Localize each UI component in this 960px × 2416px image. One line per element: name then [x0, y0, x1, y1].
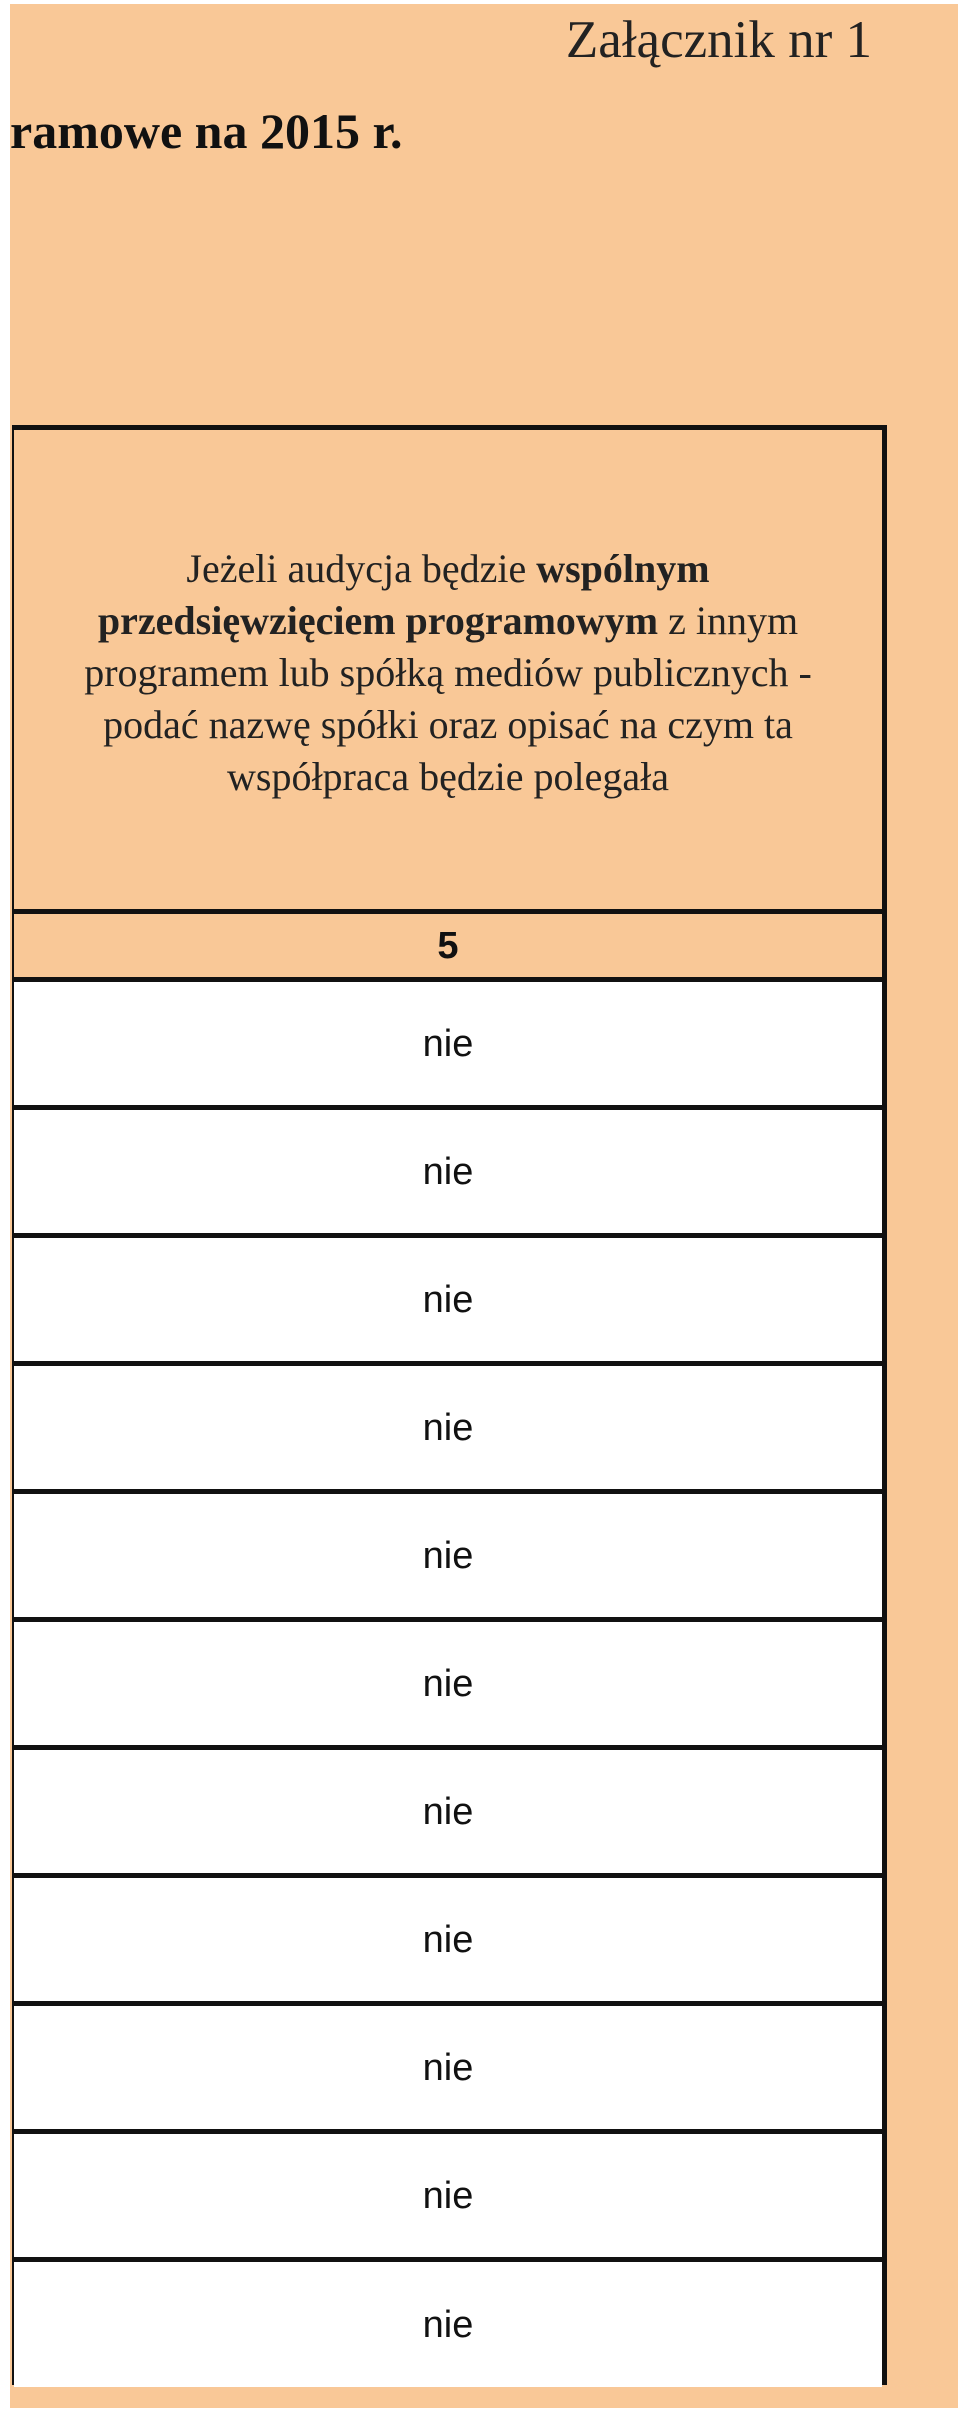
- column-header-text: [38, 543, 858, 803]
- table-row: [14, 1617, 882, 1745]
- table-row: [14, 977, 882, 1105]
- table-row: [14, 1233, 882, 1361]
- column-number-row: [14, 909, 882, 977]
- table-cell-value: nie: [422, 1278, 474, 1321]
- table-cell-value: nie: [422, 2046, 474, 2089]
- table-row: [14, 2129, 882, 2257]
- table-cell-value: nie: [422, 1790, 474, 1833]
- column-number: 5: [437, 924, 459, 967]
- annex-title: Załącznik nr 1: [565, 11, 872, 69]
- table-cell-value: nie: [422, 2174, 474, 2217]
- column-header-text-part3: z innym programem lub spółką mediów publicznych - podać nazwę spółki oraz opisać na czym ta współpraca będzie polegała: [84, 597, 812, 799]
- table-cell-value: nie: [422, 1150, 474, 1193]
- table-cell-value: nie: [422, 1918, 474, 1961]
- table-body: [14, 977, 882, 2387]
- column-header-text-bold: wspólnym przedsięwzięciem programowym: [97, 545, 710, 643]
- table-row: [14, 2001, 882, 2129]
- table-cell-value: nie: [422, 1662, 474, 1705]
- table-row: [14, 2257, 882, 2387]
- table-row: [14, 1745, 882, 1873]
- document-subtitle: ramowe na 2015 r.: [10, 103, 403, 159]
- table-cell-value: nie: [422, 1406, 474, 1449]
- table-row: [14, 1873, 882, 2001]
- table-cell-value: nie: [422, 2303, 474, 2346]
- table-cell-value: nie: [422, 1022, 474, 1065]
- table-cell-value: nie: [422, 1534, 474, 1577]
- table-row: [14, 1361, 882, 1489]
- table-row: [14, 1489, 882, 1617]
- table-row: [14, 1105, 882, 1233]
- column-header-text-part1: Jeżeli audycja będzie: [186, 545, 537, 591]
- column-header-cell: [14, 428, 882, 909]
